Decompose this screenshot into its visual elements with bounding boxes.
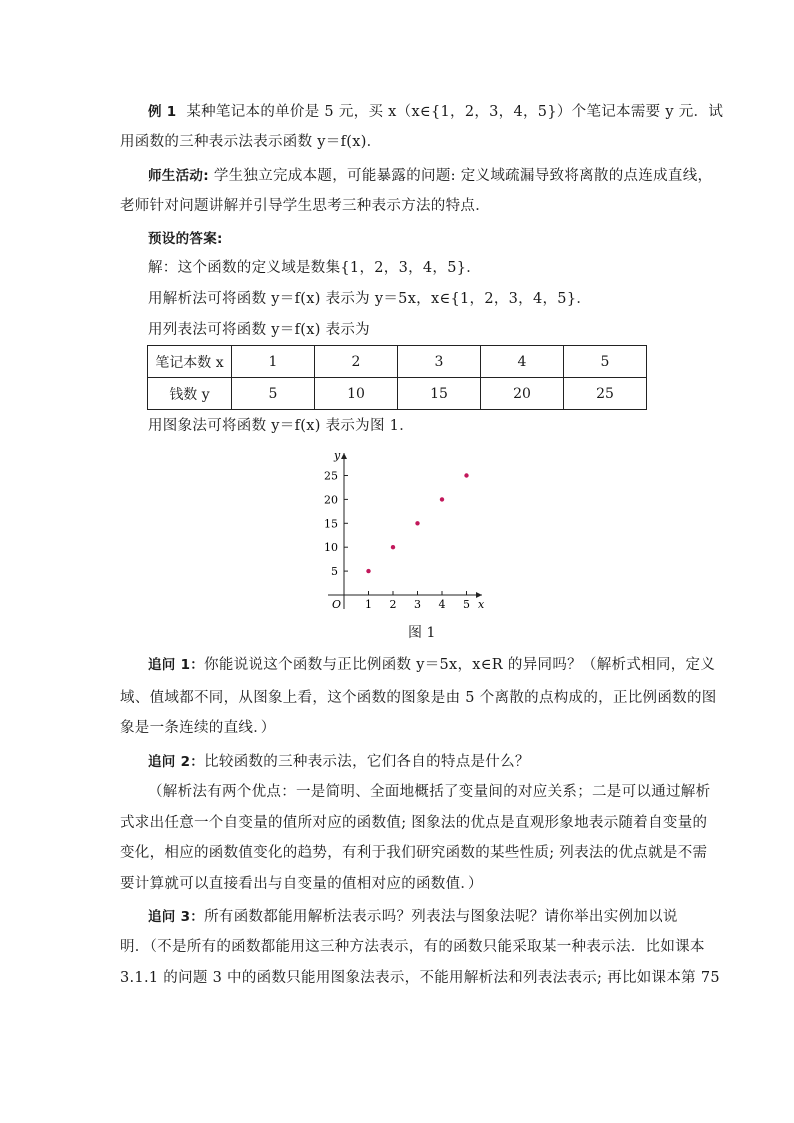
q1-label: 追问 1： (148, 657, 205, 673)
q3-line-1 (148, 907, 680, 927)
activity-line-1 (148, 166, 713, 186)
x-tick-label: 5 (463, 598, 470, 611)
table-cell: 25 (564, 378, 647, 410)
example-label: 例 1 (148, 104, 177, 120)
q3-line-3: 3.1.1 的问题 3 中的函数只能用图象法表示，不能用解析法和列表法表示; 再比如课本第 75 (120, 970, 720, 986)
x-tick-label: 1 (365, 598, 372, 611)
q1-line-2: 域、值域都不同，从图象上看，这个函数的图象是由 5 个离散的点构成的，正比例函数的图 (120, 690, 717, 706)
q3-text-1: 所有函数都能用解析法表示吗？列表法与图象法呢？请你举出实例加以说 (204, 909, 678, 925)
q3-line-2: 明．（不是所有的函数都能用这三种方法表示，有的函数只能采取某一种表示法．比如课本 (120, 939, 705, 955)
example-line-2: 用函数的三种表示法表示函数 y＝f(x)． (120, 134, 382, 150)
q2-line-3: 式求出任意一个自变量的值所对应的函数值; 图象法的优点是直观形象地表示随着自变量的 (120, 815, 708, 831)
table-cell: 1 (232, 346, 315, 378)
data-point (391, 545, 395, 549)
scatter-chart (310, 445, 490, 615)
q2-line-4: 变化，相应的函数值变化的趋势，有利于我们研究函数的某些性质; 列表法的优点就是不需 (120, 845, 708, 861)
data-point (415, 521, 419, 525)
activity-label: 师生活动: (148, 168, 209, 184)
answer-line-4: 用图象法可将函数 y＝f(x) 表示为图 1． (148, 418, 415, 434)
table-header-y: 钱数 y (148, 378, 232, 410)
q1-line-1 (148, 655, 716, 675)
y-axis-label: y (334, 449, 341, 462)
q2-label: 追问 2： (148, 754, 205, 770)
answer-line-1: 解：这个函数的定义域是数集{1，2，3，4，5}． (148, 260, 482, 276)
q2-line-5: 要计算就可以直接看出与自变量的值相对应的函数值．） (120, 876, 483, 892)
value-table (147, 345, 647, 410)
example-text-1: 某种笔记本的单价是 5 元，买 x（x∈{1，2，3，4，5}）个笔记本需要 y 元．试 (186, 104, 724, 120)
table-cell: 4 (481, 346, 564, 378)
q2-line-1 (148, 752, 680, 772)
q3-label: 追问 3： (148, 909, 205, 925)
table-cell: 5 (232, 378, 315, 410)
x-tick-label: 3 (414, 598, 421, 611)
x-tick-label: 2 (389, 598, 397, 611)
x-axis-label: x (478, 598, 485, 611)
activity-line-2: 老师针对问题讲解并引导学生思考三种表示方法的特点． (120, 198, 490, 214)
table-header-x: 笔记本数 x (148, 346, 232, 378)
table-row (148, 346, 647, 378)
example-line-1 (148, 102, 724, 122)
data-point (440, 497, 444, 501)
chart-points (366, 473, 468, 573)
scatter-figure (310, 445, 490, 615)
answer-line-2: 用解析法可将函数 y＝f(x) 表示为 y＝5x，x∈{1，2，3，4，5}． (148, 291, 592, 307)
figure-caption: 图 1 (408, 625, 436, 641)
answer-line-3: 用列表法可将函数 y＝f(x) 表示为 (148, 322, 370, 338)
y-tick-label: 15 (324, 517, 338, 531)
y-tick-label: 5 (331, 565, 338, 579)
q2-text-1: 比较函数的三种表示法，它们各自的特点是什么？ (204, 754, 530, 770)
data-point (464, 473, 468, 477)
table-cell: 5 (564, 346, 647, 378)
q1-line-3: 象是一条连续的直线．） (120, 720, 276, 736)
table-cell: 3 (398, 346, 481, 378)
data-point (366, 569, 370, 573)
chart-ticks (324, 470, 470, 612)
table-cell: 2 (315, 346, 398, 378)
y-tick-label: 25 (324, 469, 338, 483)
table-row (148, 378, 647, 410)
table-cell: 10 (315, 378, 398, 410)
origin-label: O (332, 598, 342, 611)
x-tick-label: 4 (438, 598, 446, 611)
q1-text-1: 你能说说这个函数与正比例函数 y＝5x，x∈R 的异同吗？（解析式相同，定义 (204, 657, 716, 673)
y-tick-label: 10 (324, 541, 338, 555)
q2-line-2: （解析法有两个优点：一是简明、全面地概括了变量间的对应关系；二是可以通过解析 (148, 784, 711, 800)
y-tick-label: 20 (324, 493, 338, 507)
table-cell: 20 (481, 378, 564, 410)
activity-text-1: 学生独立完成本题，可能暴露的问题: 定义域疏漏导致将离散的点连成直线， (213, 168, 713, 184)
chart-axes (328, 449, 485, 611)
answer-heading: 预设的答案: (148, 231, 223, 247)
table-cell: 15 (398, 378, 481, 410)
